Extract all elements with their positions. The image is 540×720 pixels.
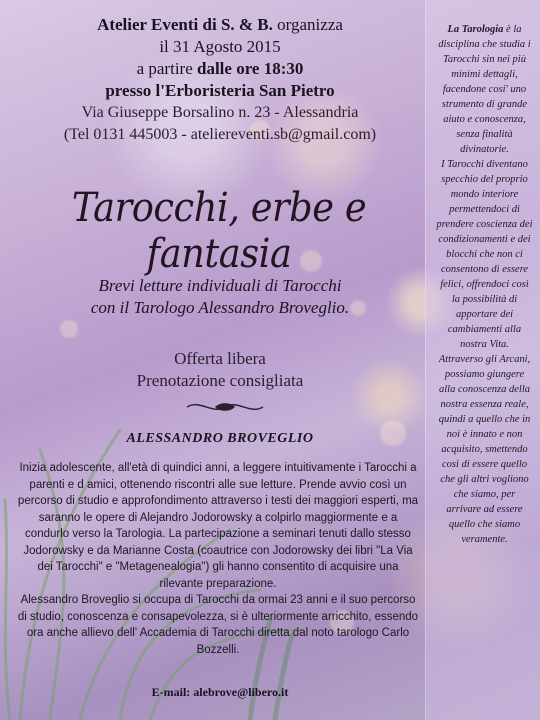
organizer-line <box>30 14 410 36</box>
event-address: Via Giuseppe Borsalino n. 23 - Alessandria <box>81 104 359 121</box>
offer-line-2: Prenotazione consigliata <box>136 371 304 390</box>
sidebar-paragraph-3: Attraverso gli Arcani, possiamo giungere alla conoscenza della nostra essenza reale, quindi a quello che in noi è innato e non acquisito, smettendo così di essere quello che gli altri vogliono che siamo, per arrivare ad essere quello che siamo veramente. <box>438 354 531 545</box>
offer-info <box>30 348 410 392</box>
event-date: il 31 Agosto 2015 <box>159 37 281 56</box>
tarology-sidebar <box>425 0 540 720</box>
contact-email: E-mail: alebrove@libero.it <box>151 685 289 699</box>
event-time-line <box>30 58 410 80</box>
subtitle-line-2: con il Tarologo Alessandro Broveglio. <box>90 298 350 317</box>
tarologist-name: ALESSANDRO BROVEGLIO <box>126 431 314 446</box>
event-title: Tarocchi, erbe e fantasia <box>71 185 367 277</box>
offer-line-1: Offerta libera <box>174 349 266 368</box>
event-time: dalle ore 18:30 <box>197 59 304 78</box>
event-time-prefix: a partire <box>136 59 193 78</box>
tarologist-bio <box>16 460 420 658</box>
organizer-suffix: organizza <box>277 15 343 34</box>
organizer-name: Atelier Eventi di S. & B. <box>97 15 273 34</box>
bio-paragraph-2: Alessandro Broveglio si occupa di Tarocchi da ormai 23 anni e il suo percorso di studio, conoscenza e consapevolezza, si è ulteriormente arricchito, essendo ora anche allievo dell' Accademia di Tarocchi diretta dal noto tarologo Carlo Bozzelli. <box>17 594 419 656</box>
sidebar-term: La Tarologia <box>447 24 504 35</box>
bio-paragraph-1: Inizia adolescente, all'età di quindici anni, a leggere intuitivamente i Tarocchi a parenti e d amici, ottenendo riscontri alle sue letture. Prende avvio così un percorso di studio e approfondimento attraverso i testi dei maggiori esperti, ma saranno le opere di Alejandro Jodorowsky a colpirlo maggiormente e a condurlo verso la Tarologia. La partecipazione a seminari tenuti dallo stesso Jodorowsky e da Marianne Costa (coautrice con Jodorowsky dei libri "La Via dei Tarocchi" e "Metagenealogia") gli hanno consentito di acquisire una rilevante preparazione. <box>17 462 419 590</box>
event-venue: presso l'Erboristeria San Pietro <box>105 81 335 100</box>
subtitle-line-1: Brevi letture individuali di Tarocchi <box>98 276 342 295</box>
flourish-divider-icon <box>185 397 265 417</box>
event-subtitle <box>30 275 410 319</box>
sidebar-paragraph-1: La Tarologia è la disciplina che studia i Tarocchi sin nei più minimi dettagli, facendone cosi' uno strumento di grande aiuto e conoscenza, senza finalità divinatorie. <box>438 24 531 155</box>
event-header <box>30 14 410 146</box>
sidebar-paragraph-2: I Tarocchi diventano specchio del proprio mondo interiore permettendoci di prendere coscienza dei condizionamenti e dei blocchi che non ci consentono di essere felici, offrendoci così la possibilità di apportare dei cambiamenti alla nostra Vita. <box>436 159 533 350</box>
event-contact: (Tel 0131 445003 - ateliereventi.sb@gmail.com) <box>63 126 377 143</box>
